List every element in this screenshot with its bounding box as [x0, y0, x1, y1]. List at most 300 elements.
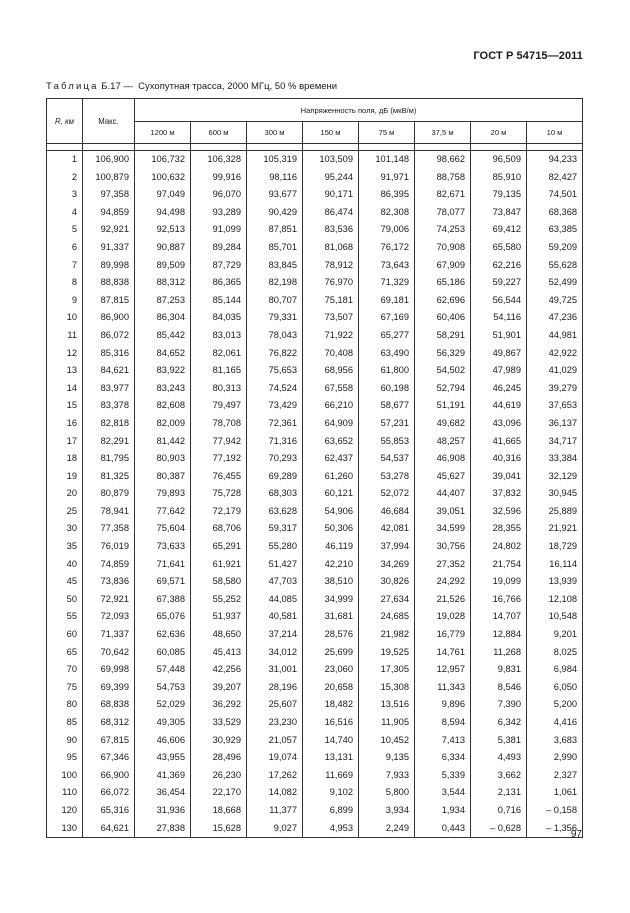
header-height-6: 20 м — [471, 122, 527, 144]
table-row — [47, 468, 583, 486]
cell-value: – 0,628 — [471, 820, 527, 838]
header-height-3: 150 м — [303, 122, 359, 144]
cell-value: 73,847 — [471, 204, 527, 222]
cell-distance: 85 — [47, 714, 83, 732]
cell-value: 90,887 — [135, 239, 191, 257]
cell-value: 47,703 — [247, 573, 303, 591]
cell-value: 84,035 — [191, 309, 247, 327]
cell-value: 61,800 — [359, 362, 415, 380]
cell-value: 69,181 — [359, 292, 415, 310]
cell-value: 82,818 — [83, 415, 135, 433]
cell-value: 14,740 — [303, 732, 359, 750]
cell-value: 49,682 — [415, 415, 471, 433]
cell-value: 15,308 — [359, 679, 415, 697]
cell-distance: 20 — [47, 485, 83, 503]
cell-value: 16,766 — [471, 591, 527, 609]
cell-value: 82,198 — [247, 274, 303, 292]
cell-value: 59,227 — [471, 274, 527, 292]
cell-value: 12,108 — [527, 591, 583, 609]
cell-value: 51,937 — [191, 608, 247, 626]
cell-value: 93,289 — [191, 204, 247, 222]
cell-value: 28,196 — [247, 679, 303, 697]
cell-value: 54,116 — [471, 309, 527, 327]
cell-value: 49,867 — [471, 345, 527, 363]
cell-value: 86,072 — [83, 327, 135, 345]
cell-value: 96,070 — [191, 186, 247, 204]
cell-value: 68,303 — [247, 485, 303, 503]
cell-value: 75,604 — [135, 520, 191, 538]
cell-value: 36,137 — [527, 415, 583, 433]
cell-value: 23,230 — [247, 714, 303, 732]
cell-value: 18,482 — [303, 696, 359, 714]
cell-value: 91,971 — [359, 169, 415, 187]
cell-value: 69,412 — [471, 221, 527, 239]
cell-value: 76,019 — [83, 538, 135, 556]
cell-value: 61,260 — [303, 468, 359, 486]
cell-value: 27,838 — [135, 820, 191, 838]
cell-value: 14,761 — [415, 644, 471, 662]
cell-value: 52,499 — [527, 274, 583, 292]
cell-value: 52,794 — [415, 380, 471, 398]
cell-distance: 19 — [47, 468, 83, 486]
cell-value: 77,358 — [83, 520, 135, 538]
cell-value: 65,277 — [359, 327, 415, 345]
cell-value: 78,708 — [191, 415, 247, 433]
cell-value: 76,455 — [191, 468, 247, 486]
cell-value: 80,879 — [83, 485, 135, 503]
cell-distance: 1 — [47, 151, 83, 169]
cell-value: 55,853 — [359, 433, 415, 451]
cell-value: 46,119 — [303, 538, 359, 556]
cell-value: 87,253 — [135, 292, 191, 310]
cell-value: 5,800 — [359, 784, 415, 802]
cell-value: 56,544 — [471, 292, 527, 310]
table-row — [47, 714, 583, 732]
table-row — [47, 608, 583, 626]
cell-distance: 75 — [47, 679, 83, 697]
cell-value: 45,413 — [191, 644, 247, 662]
cell-distance: 100 — [47, 767, 83, 785]
cell-value: 27,352 — [415, 556, 471, 574]
cell-value: 52,072 — [359, 485, 415, 503]
cell-distance: 95 — [47, 749, 83, 767]
cell-distance: 16 — [47, 415, 83, 433]
cell-value: 79,893 — [135, 485, 191, 503]
cell-value: 43,955 — [135, 749, 191, 767]
cell-value: 23,060 — [303, 661, 359, 679]
cell-value: 74,501 — [527, 186, 583, 204]
cell-value: 12,957 — [415, 661, 471, 679]
cell-value: 83,013 — [191, 327, 247, 345]
cell-value: 79,135 — [471, 186, 527, 204]
cell-value: 21,754 — [471, 556, 527, 574]
cell-distance: 90 — [47, 732, 83, 750]
cell-value: 25,699 — [303, 644, 359, 662]
cell-value: 6,899 — [303, 802, 359, 820]
cell-value: 19,028 — [415, 608, 471, 626]
cell-distance: 13 — [47, 362, 83, 380]
cell-value: 51,191 — [415, 397, 471, 415]
cell-value: 31,681 — [303, 608, 359, 626]
cell-value: 91,099 — [191, 221, 247, 239]
caption-number: Б.17 — — [101, 81, 133, 92]
cell-distance: 80 — [47, 696, 83, 714]
caption-title: Сухопутная трасса, 2000 МГц, 50 % времени — [138, 81, 338, 92]
cell-value: 41,029 — [527, 362, 583, 380]
cell-value: 11,377 — [247, 802, 303, 820]
cell-value: 54,753 — [135, 679, 191, 697]
cell-value: 84,621 — [83, 362, 135, 380]
cell-value: 53,278 — [359, 468, 415, 486]
cell-distance: 6 — [47, 239, 83, 257]
cell-distance: 3 — [47, 186, 83, 204]
cell-value: 57,448 — [135, 661, 191, 679]
cell-value: 63,385 — [527, 221, 583, 239]
cell-value: 85,442 — [135, 327, 191, 345]
cell-value: 90,429 — [247, 204, 303, 222]
header-max: Макс. — [83, 99, 135, 144]
table-row — [47, 274, 583, 292]
table-row — [47, 696, 583, 714]
cell-value: 11,669 — [303, 767, 359, 785]
cell-distance: 17 — [47, 433, 83, 451]
table-row — [47, 520, 583, 538]
cell-value: 83,378 — [83, 397, 135, 415]
cell-value: 60,085 — [135, 644, 191, 662]
cell-value: 60,198 — [359, 380, 415, 398]
cell-value: 69,399 — [83, 679, 135, 697]
cell-value: 73,836 — [83, 573, 135, 591]
cell-value: 9,831 — [471, 661, 527, 679]
cell-value: 34,717 — [527, 433, 583, 451]
cell-value: – 1,356 — [527, 820, 583, 838]
cell-value: 82,427 — [527, 169, 583, 187]
cell-value: 83,977 — [83, 380, 135, 398]
cell-value: 55,628 — [527, 257, 583, 275]
cell-value: 57,231 — [359, 415, 415, 433]
header-height-0: 1200 м — [135, 122, 191, 144]
cell-value: 33,529 — [191, 714, 247, 732]
cell-value: 40,581 — [247, 608, 303, 626]
header-distance — [47, 99, 83, 144]
cell-value: 14,707 — [471, 608, 527, 626]
cell-value: 87,851 — [247, 221, 303, 239]
table-row — [47, 644, 583, 662]
cell-value: 8,546 — [471, 679, 527, 697]
cell-value: 43,096 — [471, 415, 527, 433]
cell-distance: 45 — [47, 573, 83, 591]
cell-value: 71,641 — [135, 556, 191, 574]
cell-value: 2,990 — [527, 749, 583, 767]
cell-value: 24,685 — [359, 608, 415, 626]
cell-distance: 70 — [47, 661, 83, 679]
cell-value: 98,662 — [415, 151, 471, 169]
cell-distance: 65 — [47, 644, 83, 662]
cell-value: 3,683 — [527, 732, 583, 750]
cell-value: 72,093 — [83, 608, 135, 626]
cell-value: 9,135 — [359, 749, 415, 767]
header-height-5: 37,5 м — [415, 122, 471, 144]
cell-value: 49,725 — [527, 292, 583, 310]
cell-value: 77,642 — [135, 503, 191, 521]
table-row — [47, 309, 583, 327]
cell-value: 70,908 — [415, 239, 471, 257]
header-height-7: 10 м — [527, 122, 583, 144]
cell-value: 64,909 — [303, 415, 359, 433]
table-row — [47, 784, 583, 802]
cell-value: 62,216 — [471, 257, 527, 275]
cell-value: 16,779 — [415, 626, 471, 644]
cell-value: 69,998 — [83, 661, 135, 679]
cell-value: 67,815 — [83, 732, 135, 750]
cell-distance: 15 — [47, 397, 83, 415]
cell-value: 41,369 — [135, 767, 191, 785]
table-row — [47, 239, 583, 257]
cell-value: 69,571 — [135, 573, 191, 591]
cell-value: 76,172 — [359, 239, 415, 257]
cell-value: 71,337 — [83, 626, 135, 644]
cell-value: 46,908 — [415, 450, 471, 468]
cell-value: 42,256 — [191, 661, 247, 679]
cell-value: 77,192 — [191, 450, 247, 468]
cell-value: 56,329 — [415, 345, 471, 363]
cell-value: 73,643 — [359, 257, 415, 275]
cell-value: 50,306 — [303, 520, 359, 538]
header-height-4: 75 м — [359, 122, 415, 144]
cell-value: 85,144 — [191, 292, 247, 310]
cell-value: 8,594 — [415, 714, 471, 732]
cell-value: 70,408 — [303, 345, 359, 363]
table-row — [47, 151, 583, 169]
cell-value: 93,677 — [247, 186, 303, 204]
cell-value: 80,707 — [247, 292, 303, 310]
header-field-strength: Напряженность поля, дБ (мкВ/м) — [135, 99, 583, 122]
cell-value: 1,061 — [527, 784, 583, 802]
cell-value: 8,025 — [527, 644, 583, 662]
cell-value: 70,293 — [247, 450, 303, 468]
cell-value: 82,308 — [359, 204, 415, 222]
cell-value: 83,845 — [247, 257, 303, 275]
cell-value: 39,051 — [415, 503, 471, 521]
cell-value: 91,337 — [83, 239, 135, 257]
cell-value: 7,390 — [471, 696, 527, 714]
cell-value: 73,507 — [303, 309, 359, 327]
cell-value: 68,838 — [83, 696, 135, 714]
cell-value: 46,606 — [135, 732, 191, 750]
cell-value: 71,316 — [247, 433, 303, 451]
table-row — [47, 591, 583, 609]
cell-value: 2,327 — [527, 767, 583, 785]
cell-value: 67,169 — [359, 309, 415, 327]
header-spacer-row — [47, 144, 583, 151]
cell-value: 54,537 — [359, 450, 415, 468]
cell-value: 103,509 — [303, 151, 359, 169]
table-row — [47, 485, 583, 503]
cell-distance: 2 — [47, 169, 83, 187]
cell-value: 88,838 — [83, 274, 135, 292]
cell-value: 9,102 — [303, 784, 359, 802]
cell-distance: 8 — [47, 274, 83, 292]
cell-value: 73,429 — [247, 397, 303, 415]
table-row — [47, 626, 583, 644]
table-row — [47, 573, 583, 591]
cell-value: 62,636 — [135, 626, 191, 644]
cell-value: 25,889 — [527, 503, 583, 521]
cell-value: 66,210 — [303, 397, 359, 415]
cell-value: 106,328 — [191, 151, 247, 169]
cell-value: 42,210 — [303, 556, 359, 574]
cell-value: 9,896 — [415, 696, 471, 714]
cell-value: 82,608 — [135, 397, 191, 415]
cell-value: 30,929 — [191, 732, 247, 750]
cell-value: 86,474 — [303, 204, 359, 222]
cell-value: 59,209 — [527, 239, 583, 257]
cell-value: 62,696 — [415, 292, 471, 310]
cell-value: 13,939 — [527, 573, 583, 591]
cell-value: 39,279 — [527, 380, 583, 398]
table-row — [47, 503, 583, 521]
cell-value: 5,339 — [415, 767, 471, 785]
cell-value: 81,795 — [83, 450, 135, 468]
table-row — [47, 749, 583, 767]
cell-value: 48,650 — [191, 626, 247, 644]
cell-distance: 10 — [47, 309, 83, 327]
cell-value: 94,233 — [527, 151, 583, 169]
cell-value: 30,945 — [527, 485, 583, 503]
cell-value: 89,509 — [135, 257, 191, 275]
cell-value: 58,291 — [415, 327, 471, 345]
cell-value: 9,201 — [527, 626, 583, 644]
cell-value: 65,316 — [83, 802, 135, 820]
cell-value: 65,580 — [471, 239, 527, 257]
cell-value: 52,029 — [135, 696, 191, 714]
cell-value: 88,312 — [135, 274, 191, 292]
cell-value: 34,012 — [247, 644, 303, 662]
cell-value: 68,956 — [303, 362, 359, 380]
cell-value: 36,292 — [191, 696, 247, 714]
cell-value: 96,509 — [471, 151, 527, 169]
cell-distance: 14 — [47, 380, 83, 398]
cell-value: 37,653 — [527, 397, 583, 415]
cell-value: 22,170 — [191, 784, 247, 802]
cell-value: 76,970 — [303, 274, 359, 292]
cell-value: 10,548 — [527, 608, 583, 626]
cell-value: 68,368 — [527, 204, 583, 222]
cell-value: 89,284 — [191, 239, 247, 257]
cell-value: 0,443 — [415, 820, 471, 838]
cell-value: 28,576 — [303, 626, 359, 644]
cell-value: 55,252 — [191, 591, 247, 609]
cell-value: 47,236 — [527, 309, 583, 327]
cell-value: 82,291 — [83, 433, 135, 451]
cell-value: 84,652 — [135, 345, 191, 363]
cell-value: 11,343 — [415, 679, 471, 697]
cell-value: 105,319 — [247, 151, 303, 169]
cell-value: 28,496 — [191, 749, 247, 767]
cell-value: 80,313 — [191, 380, 247, 398]
cell-value: 32,596 — [471, 503, 527, 521]
cell-value: 6,984 — [527, 661, 583, 679]
table-row — [47, 169, 583, 187]
header-height-1: 600 м — [191, 122, 247, 144]
cell-value: 60,121 — [303, 485, 359, 503]
cell-value: 78,043 — [247, 327, 303, 345]
cell-value: 86,395 — [359, 186, 415, 204]
cell-value: 45,627 — [415, 468, 471, 486]
cell-value: 0,716 — [471, 802, 527, 820]
cell-value: 88,758 — [415, 169, 471, 187]
cell-value: 59,317 — [247, 520, 303, 538]
table-row — [47, 345, 583, 363]
cell-value: 24,292 — [415, 573, 471, 591]
cell-value: 34,999 — [303, 591, 359, 609]
table-row — [47, 415, 583, 433]
cell-value: 79,331 — [247, 309, 303, 327]
cell-value: 76,822 — [247, 345, 303, 363]
table-row — [47, 661, 583, 679]
cell-value: 7,413 — [415, 732, 471, 750]
cell-value: 63,490 — [359, 345, 415, 363]
cell-distance: 55 — [47, 608, 83, 626]
cell-value: 47,989 — [471, 362, 527, 380]
cell-value: 85,316 — [83, 345, 135, 363]
cell-value: 30,826 — [359, 573, 415, 591]
cell-value: 14,082 — [247, 784, 303, 802]
cell-value: 17,305 — [359, 661, 415, 679]
cell-value: 74,253 — [415, 221, 471, 239]
cell-distance: 11 — [47, 327, 83, 345]
cell-value: 33,384 — [527, 450, 583, 468]
cell-distance: 25 — [47, 503, 83, 521]
cell-value: 13,516 — [359, 696, 415, 714]
table-row — [47, 679, 583, 697]
cell-value: 75,181 — [303, 292, 359, 310]
table-row — [47, 556, 583, 574]
cell-value: 49,305 — [135, 714, 191, 732]
cell-value: 44,407 — [415, 485, 471, 503]
cell-value: 27,634 — [359, 591, 415, 609]
cell-value: 83,243 — [135, 380, 191, 398]
cell-value: 5,381 — [471, 732, 527, 750]
cell-value: 81,442 — [135, 433, 191, 451]
cell-value: 78,941 — [83, 503, 135, 521]
cell-value: 3,662 — [471, 767, 527, 785]
cell-value: 4,416 — [527, 714, 583, 732]
cell-distance: 35 — [47, 538, 83, 556]
cell-value: 72,921 — [83, 591, 135, 609]
cell-value: 67,909 — [415, 257, 471, 275]
cell-value: 12,884 — [471, 626, 527, 644]
cell-value: 86,304 — [135, 309, 191, 327]
header-distance-label: R, км — [55, 116, 74, 126]
cell-value: 94,859 — [83, 204, 135, 222]
table-row — [47, 257, 583, 275]
table-row — [47, 433, 583, 451]
cell-value: 44,085 — [247, 591, 303, 609]
cell-distance: 5 — [47, 221, 83, 239]
cell-distance: 18 — [47, 450, 83, 468]
cell-value: 15,628 — [191, 820, 247, 838]
cell-distance: 4 — [47, 204, 83, 222]
table-row — [47, 767, 583, 785]
cell-value: 37,214 — [247, 626, 303, 644]
cell-value: 79,006 — [359, 221, 415, 239]
cell-value: 18,668 — [191, 802, 247, 820]
table-row — [47, 802, 583, 820]
cell-value: 51,901 — [471, 327, 527, 345]
cell-distance: 60 — [47, 626, 83, 644]
cell-value: 60,406 — [415, 309, 471, 327]
